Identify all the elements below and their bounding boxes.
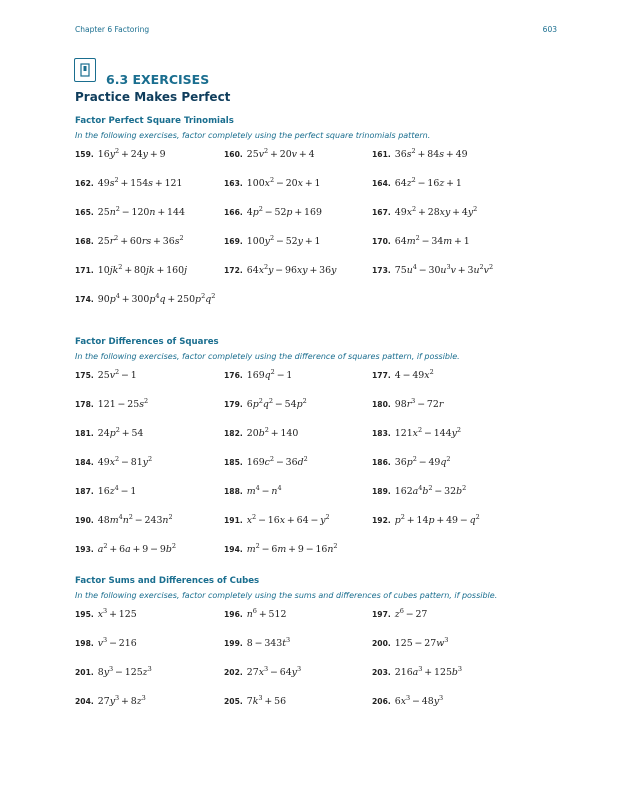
exercise-expression: $100y^2 - 52y + 1$ [246, 234, 321, 247]
exercise-expression: $8y^3 - 125z^3$ [97, 665, 152, 678]
exercise-item [75, 370, 137, 381]
exercise-number: 172. [224, 266, 243, 275]
problem-grid [75, 609, 565, 725]
exercise-number: 178. [75, 400, 94, 409]
exercise-number: 187. [75, 487, 94, 496]
exercise-item [372, 515, 480, 526]
exercise-expression: $z^6 - 27$ [394, 607, 428, 620]
exercise-item [224, 428, 298, 439]
exercise-item [224, 696, 286, 707]
exercise-item [75, 457, 152, 468]
exercise-expression: $169q^2 - 1$ [246, 368, 293, 381]
exercise-expression: $64z^2 - 16z + 1$ [394, 176, 462, 189]
exercise-number: 165. [75, 208, 94, 217]
exercise-expression: $8 - 343t^3$ [246, 636, 291, 649]
exercise-expression: $90p^4 + 300p^4q + 250p^2q^2$ [97, 292, 216, 305]
exercise-number: 201. [75, 668, 94, 677]
exercise-expression: $216a^3 + 125b^3$ [394, 665, 463, 678]
exercise-item [224, 399, 307, 410]
exercise-number: 173. [372, 266, 391, 275]
exercise-number: 164. [372, 179, 391, 188]
exercise-number: 193. [75, 545, 94, 554]
exercise-expression: $98r^3 - 72r$ [394, 397, 444, 410]
exercise-number: 198. [75, 639, 94, 648]
exercise-number: 194. [224, 545, 243, 554]
exercise-item [75, 544, 176, 555]
exercise-item [75, 515, 173, 526]
page-number: 603 [542, 25, 557, 34]
exercise-item [75, 696, 146, 707]
exercise-number: 185. [224, 458, 243, 467]
exercise-number: 189. [372, 487, 391, 496]
exercise-number: 203. [372, 668, 391, 677]
exercise-expression: $27x^3 - 64y^3$ [246, 665, 302, 678]
group-differences-of-squares [75, 337, 565, 573]
exercise-item [224, 207, 322, 218]
exercise-expression: $6p^2q^2 - 54p^2$ [246, 397, 307, 410]
exercise-number: 180. [372, 400, 391, 409]
exercise-expression: $25n^2 - 120n + 144$ [97, 205, 185, 218]
exercise-number: 205. [224, 697, 243, 706]
exercise-number: 202. [224, 668, 243, 677]
exercise-item [224, 544, 338, 555]
exercise-number: 168. [75, 237, 94, 246]
exercise-number: 181. [75, 429, 94, 438]
exercise-expression: $49x^2 - 81y^2$ [97, 455, 153, 468]
exercise-item [372, 370, 434, 381]
exercise-item [224, 667, 301, 678]
section-subtitle: Practice Makes Perfect [75, 90, 231, 104]
exercise-number: 182. [224, 429, 243, 438]
exercise-number: 183. [372, 429, 391, 438]
exercise-number: 175. [75, 371, 94, 380]
exercise-number: 162. [75, 179, 94, 188]
exercise-item [372, 265, 493, 276]
exercise-item [372, 667, 462, 678]
exercise-item [372, 486, 466, 497]
exercise-item [75, 178, 182, 189]
exercise-number: 204. [75, 697, 94, 706]
exercise-expression: $m^2 - 6m + 9 - 16n^2$ [246, 542, 338, 555]
exercise-expression: $162a^4b^2 - 32b^2$ [394, 484, 467, 497]
exercise-item [75, 486, 136, 497]
exercise-item [75, 667, 152, 678]
exercise-number: 171. [75, 266, 94, 275]
exercise-expression: $10jk^2 + 80jk + 160j$ [97, 263, 188, 276]
exercise-item [372, 236, 470, 247]
exercise-number: 170. [372, 237, 391, 246]
exercise-expression: $x^2 - 16x + 64 - y^2$ [246, 513, 330, 526]
exercise-number: 191. [224, 516, 243, 525]
exercise-number: 199. [224, 639, 243, 648]
exercise-item [224, 609, 286, 620]
exercise-number: 186. [372, 458, 391, 467]
exercise-expression: $75u^4 - 30u^3v + 3u^2v^2$ [394, 263, 494, 276]
exercise-expression: $m^4 - n^4$ [246, 484, 282, 497]
exercise-item [372, 457, 451, 468]
exercise-expression: $49s^2 + 154s + 121$ [97, 176, 183, 189]
exercise-expression: $v^3 - 216$ [97, 636, 137, 649]
exercise-item [224, 149, 315, 160]
exercise-number: 161. [372, 150, 391, 159]
exercise-number: 188. [224, 487, 243, 496]
exercise-expression: $49x^2 + 28xy + 4y^2$ [394, 205, 478, 218]
exercise-expression: $169c^2 - 36d^2$ [246, 455, 308, 468]
exercise-expression: $6x^3 - 48y^3$ [394, 694, 444, 707]
group-heading: Factor Sums and Differences of Cubes [75, 576, 260, 586]
exercise-expression: $x^3 + 125$ [97, 607, 137, 620]
exercise-expression: $25r^2 + 60rs + 36s^2$ [97, 234, 184, 247]
exercise-expression: $25v^2 - 1$ [97, 368, 137, 381]
exercise-item [75, 236, 184, 247]
exercise-item [75, 265, 187, 276]
exercise-number: 197. [372, 610, 391, 619]
exercise-item [75, 638, 137, 649]
exercise-expression: $a^2 + 6a + 9 - 9b^2$ [97, 542, 176, 555]
exercise-number: 200. [372, 639, 391, 648]
exercise-expression: $16y^2 + 24y + 9$ [97, 147, 166, 160]
group-perfect-square-trinomials [75, 116, 565, 323]
exercise-expression: $4p^2 - 52p + 169$ [246, 205, 322, 218]
exercise-item [372, 696, 443, 707]
exercise-expression: $7k^3 + 56$ [246, 694, 287, 707]
exercise-expression: $4 - 49x^2$ [394, 368, 434, 381]
exercise-item [372, 609, 427, 620]
exercise-item [75, 609, 137, 620]
exercise-item [75, 428, 143, 439]
exercise-number: 163. [224, 179, 243, 188]
exercise-item [372, 638, 448, 649]
group-sums-differences-of-cubes [75, 576, 565, 725]
exercise-expression: $121x^2 - 144y^2$ [394, 426, 462, 439]
exercise-item [372, 428, 461, 439]
exercise-expression: $125 - 27w^3$ [394, 636, 449, 649]
exercise-number: 159. [75, 150, 94, 159]
exercise-item [224, 457, 308, 468]
exercise-item [224, 486, 282, 497]
exercise-number: 176. [224, 371, 243, 380]
group-instructions: In the following exercises, factor completely using the perfect square trinomials pattern. [75, 131, 431, 140]
exercise-number: 166. [224, 208, 243, 217]
exercise-item [224, 638, 290, 649]
running-header-chapter: Chapter 6 Factoring [75, 25, 150, 34]
exercise-expression: $16z^4 - 1$ [97, 484, 137, 497]
exercise-number: 160. [224, 150, 243, 159]
exercise-number: 169. [224, 237, 243, 246]
exercise-item [372, 178, 462, 189]
exercise-number: 167. [372, 208, 391, 217]
exercise-expression: $48m^4n^2 - 243n^2$ [97, 513, 173, 526]
group-heading: Factor Differences of Squares [75, 337, 219, 347]
exercise-number: 195. [75, 610, 94, 619]
exercise-expression: $36p^2 - 49q^2$ [394, 455, 451, 468]
exercise-number: 179. [224, 400, 243, 409]
exercise-item [372, 149, 468, 160]
problem-grid [75, 370, 565, 573]
exercise-item [75, 149, 166, 160]
exercise-expression: $64m^2 - 34m + 1$ [394, 234, 470, 247]
exercise-item [75, 207, 185, 218]
exercise-item [224, 236, 321, 247]
exercise-expression: $36s^2 + 84s + 49$ [394, 147, 468, 160]
exercise-number: 196. [224, 610, 243, 619]
exercise-item [224, 265, 336, 276]
exercise-item [75, 399, 148, 410]
problem-grid [75, 149, 565, 323]
exercise-expression: $20b^2 + 140$ [246, 426, 299, 439]
exercise-number: 190. [75, 516, 94, 525]
exercise-item [224, 515, 330, 526]
section-title: 6.3 EXERCISES [106, 72, 210, 87]
exercise-expression: $p^2 + 14p + 49 - q^2$ [394, 513, 480, 526]
exercise-item [224, 370, 292, 381]
exercise-expression: $24p^2 + 54$ [97, 426, 144, 439]
exercise-expression: $n^6 + 512$ [246, 607, 287, 620]
exercise-expression: $64x^2y - 96xy + 36y$ [246, 263, 337, 276]
exercise-expression: $25v^2 + 20v + 4$ [246, 147, 315, 160]
group-instructions: In the following exercises, factor completely using the sums and differences of cubes pattern, if possible. [75, 591, 498, 600]
exercise-number: 206. [372, 697, 391, 706]
exercise-item [372, 207, 477, 218]
exercises-icon [74, 58, 96, 82]
group-heading: Factor Perfect Square Trinomials [75, 116, 234, 126]
exercise-expression: $100x^2 - 20x + 1$ [246, 176, 321, 189]
exercise-number: 184. [75, 458, 94, 467]
exercise-item [224, 178, 321, 189]
exercise-item [75, 294, 215, 305]
exercise-number: 174. [75, 295, 94, 304]
exercise-item [372, 399, 443, 410]
exercise-expression: $27y^3 + 8z^3$ [97, 694, 146, 707]
exercise-number: 192. [372, 516, 391, 525]
group-instructions: In the following exercises, factor completely using the difference of squares pattern, if possible. [75, 352, 460, 361]
exercise-expression: $121 - 25s^2$ [97, 397, 149, 410]
exercise-number: 177. [372, 371, 391, 380]
